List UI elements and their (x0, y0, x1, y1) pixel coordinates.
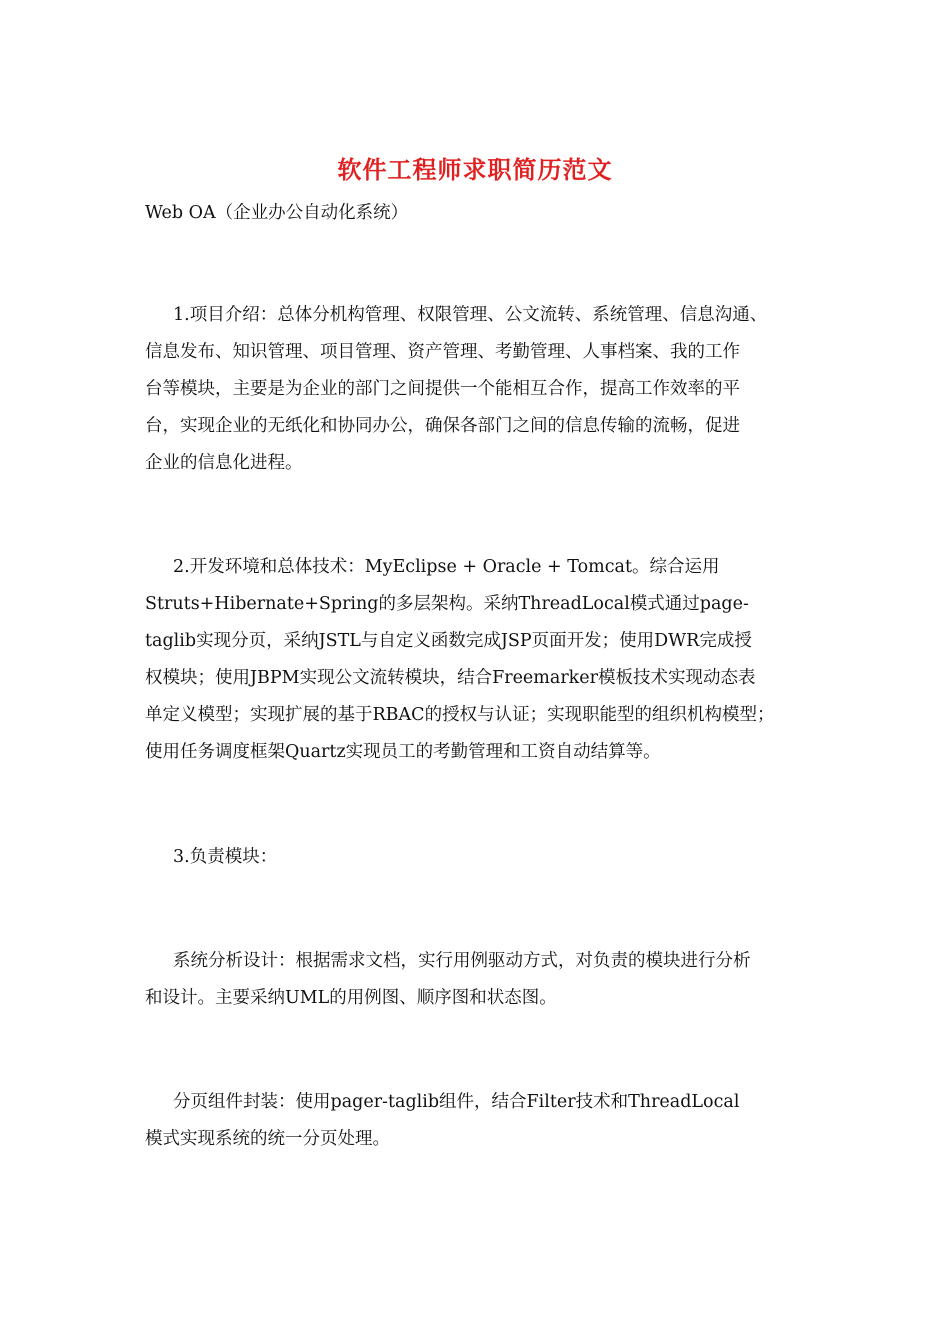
section4-line-2: 和设计。主要采纳UML的用例图、顺序图和状态图。 (145, 988, 557, 1008)
section2-line-1: 2.开发环境和总体技术：MyEclipse + Oracle + Tomcat。综合运用 (173, 557, 720, 577)
section1-line-3: 台等模块，主要是为企业的部门之间提供一个能相互合作，提高工作效率的平 (145, 379, 740, 399)
section2-line-3: taglib实现分页，采纳JSTL与自定义函数完成JSP页面开发；使用DWR完成授 (145, 631, 752, 651)
section5-line-2: 模式实现系统的统一分页处理。 (145, 1129, 390, 1149)
section1-line-4: 台，实现企业的无纸化和协同办公，确保各部门之间的信息传输的流畅，促进 (145, 416, 740, 436)
section2-line-6: 使用任务调度框架Quartz实现员工的考勤管理和工资自动结算等。 (145, 742, 661, 762)
section2-line-4: 权模块；使用JBPM实现公文流转模块，结合Freemarker模板技术实现动态表 (145, 668, 756, 688)
section5-line-1: 分页组件封装：使用pager-taglib组件，结合Filter技术和ThreadLocal (173, 1092, 740, 1112)
section2-line-5: 单定义模型；实现扩展的基于RBAC的授权与认证；实现职能型的组织机构模型； (145, 705, 775, 725)
section2-line-2: Struts+Hibernate+Spring的多层架构。采纳ThreadLocal模式通过page- (145, 594, 749, 614)
section1-line-5: 企业的信息化进程。 (145, 453, 303, 473)
section1-line-1: 1.项目介绍：总体分机构管理、权限管理、公文流转、系统管理、信息沟通、 (173, 305, 768, 325)
section3-heading: 3.负责模块： (173, 847, 278, 867)
section4-line-1: 系统分析设计：根据需求文档，实行用例驱动方式，对负责的模块进行分析 (173, 951, 751, 971)
document-title: 软件工程师求职简历范文 (337, 155, 613, 184)
section1-line-2: 信息发布、知识管理、项目管理、资产管理、考勤管理、人事档案、我的工作 (145, 342, 740, 362)
document-subtitle: Web OA（企业办公自动化系统） (145, 203, 409, 223)
